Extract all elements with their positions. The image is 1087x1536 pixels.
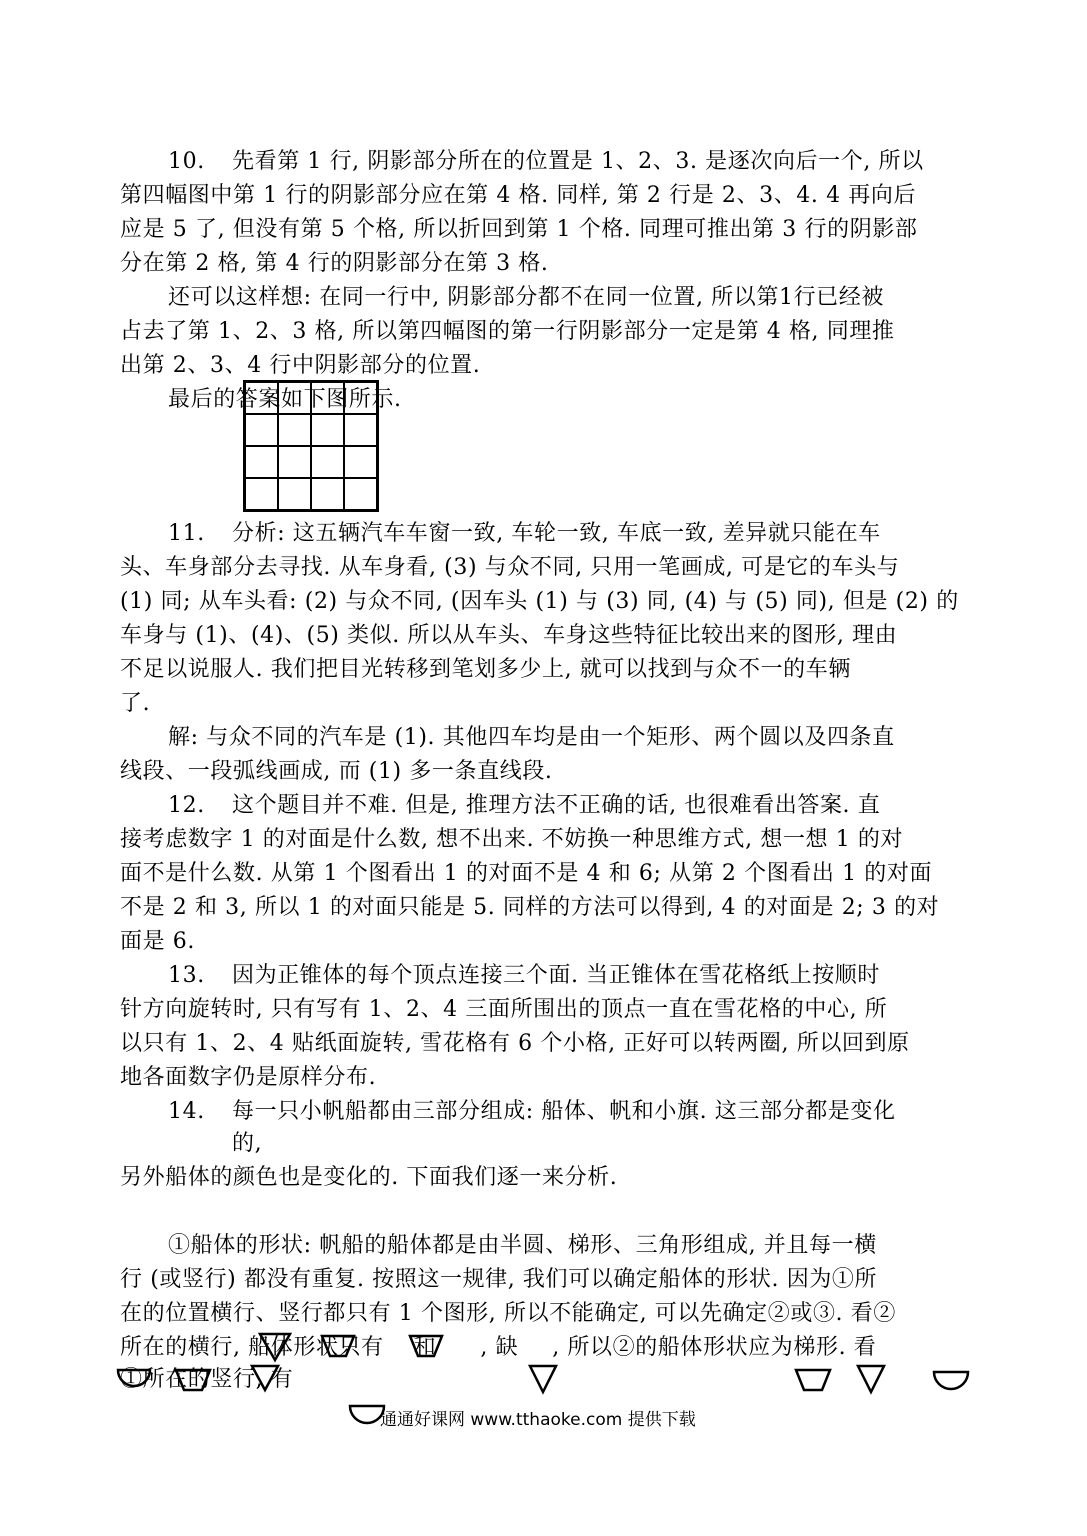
p14b-line2: 行 (或竖行) 都没有重复. 按照这一规律, 我们可以确定船体的形状. 因为①所 [120,1267,878,1292]
p13-line2: 针方向旋转时, 只有写有 1、2、4 三面所围出的顶点一直在雪花格的中心, 所 [120,997,888,1022]
p11-line5: 不足以说服人. 我们把目光转移到笔划多少上, 就可以找到与众不一的车辆 [120,657,851,682]
p14b-line3: 在的位置横行、竖行都只有 1 个图形, 所以不能确定, 可以先确定②或③. 看② [120,1301,896,1326]
p10b-line1: 还可以这样想: 在同一行中, 阴影部分都不在同一位置, 所以第1行已经被 [168,285,884,310]
p14b-line4-part-c: , 缺 [480,1335,519,1360]
p13-text: 因为正锥体的每个顶点连接三个面. 当正锥体在雪花格纸上按顺时 [232,963,880,988]
p12-text: 这个题目并不难. 但是, 推理方法不正确的话, 也很难看出答案. 直 [232,793,881,818]
p14b-line5: ①所在的竖行, 有 [120,1367,294,1392]
p10-line4: 分在第 2 格, 第 4 行的阴影部分在第 3 格. [120,251,549,276]
p11-line3: (1) 同; 从车头看: (2) 与众不同, (因车头 (1) 与 (3) 同, (4) 与 (5) 同), 但是 (2) 的 [120,589,959,614]
p13-line4: 地各面数字仍是原样分布. [120,1065,377,1090]
semicircle-icon [118,1370,150,1386]
p14b-line4-part-d: , 所以②的船体形状应为梯形. 看 [552,1335,877,1360]
semicircle-icon [350,1406,384,1423]
p11-line4: 车身与 (1)、(4)、(5) 类似. 所以从车头、车身这些特征比较出来的图形, 理由 [120,623,898,648]
trapezoid-icon [796,1370,830,1390]
trapezoid-icon [410,1336,442,1356]
semicircle-icon [934,1372,968,1389]
triangle-icon [260,1334,290,1360]
p14b-line4-part-a: 所在的横行, 船体形状只有 [120,1335,384,1360]
p14-line3: 另外船体的颜色也是变化的. 下面我们逐一来分析. [120,1165,618,1190]
p14b-line4-part-b: 和 [413,1335,437,1360]
p13-line3: 以只有 1、2、4 贴纸面旋转, 雪花格有 6 个小格, 正好可以转两圈, 所以回到原 [120,1031,910,1056]
p10b-line2: 占去了第 1、2、3 格, 所以第四幅图的第一行阴影部分一定是第 4 格, 同理推 [120,319,895,344]
p11-number: 11. [168,521,205,546]
p10-line2: 第四幅图中第 1 行的阴影部分应在第 4 格. 同样, 第 2 行是 2、3、4. 4 再向后 [120,183,917,208]
p14-number: 14. [168,1099,205,1124]
p11-text: 分析: 这五辆汽车车窗一致, 车轮一致, 车底一致, 差异就只能在车 [232,521,881,546]
p12-number: 12. [168,793,205,818]
p12-line2: 接考虑数字 1 的对面是什么数, 想不出来. 不妨换一种思维方式, 想一想 1 的对 [120,827,904,852]
triangle-icon [858,1366,884,1392]
p14b-line1: ①船体的形状: 帆船的船体都是由半圆、梯形、三角形组成, 并且每一横 [168,1233,877,1258]
p10b-line3: 出第 2、3、4 行中阴影部分的位置. [120,353,481,378]
p10-number: 10. [168,149,205,174]
p14-text: 每一只小帆船都由三部分组成: 船体、帆和小旗. 这三部分都是变化 [232,1099,896,1124]
p10-line3: 应是 5 了, 但没有第 5 个格, 所以折回到第 1 个格. 同理可推出第 3 行的阴影部 [120,217,918,242]
triangle-icon [252,1366,278,1390]
p14-line2: 的, [232,1131,263,1156]
p12-line4: 不是 2 和 3, 所以 1 的对面只能是 5. 同样的方法可以得到, 4 的对面是 2; 3 的对 [120,895,940,920]
p10-text: 先看第 1 行, 阴影部分所在的位置是 1、2、3. 是逐次向后一个, 所以 [232,149,924,174]
p11b-line2: 线段、一段弧线画成, 而 (1) 多一条直线段. [120,759,553,784]
p12-line5: 面是 6. [120,929,195,954]
p11-line2: 头、车身部分去寻找. 从车身看, (3) 与众不同, 只用一笔画成, 可是它的车头与 [120,555,900,580]
p11b-line1: 解: 与众不同的汽车是 (1). 其他四车均是由一个矩形、两个圆以及四条直 [168,725,895,750]
triangle-icon [530,1366,556,1392]
page-footer: 通通好课网 www.tthaoke.com 提供下载 [380,1410,696,1430]
trapezoid-icon [176,1370,210,1390]
trapezoid-icon [322,1336,354,1356]
p11-line6: 了. [120,691,151,716]
p10c-line1: 最后的答案如下图所示. [168,387,402,412]
p12-line3: 面不是什么数. 从第 1 个图看出 1 的对面不是 4 和 6; 从第 2 个图看出 1 的对面 [120,861,933,886]
p13-number: 13. [168,963,205,988]
